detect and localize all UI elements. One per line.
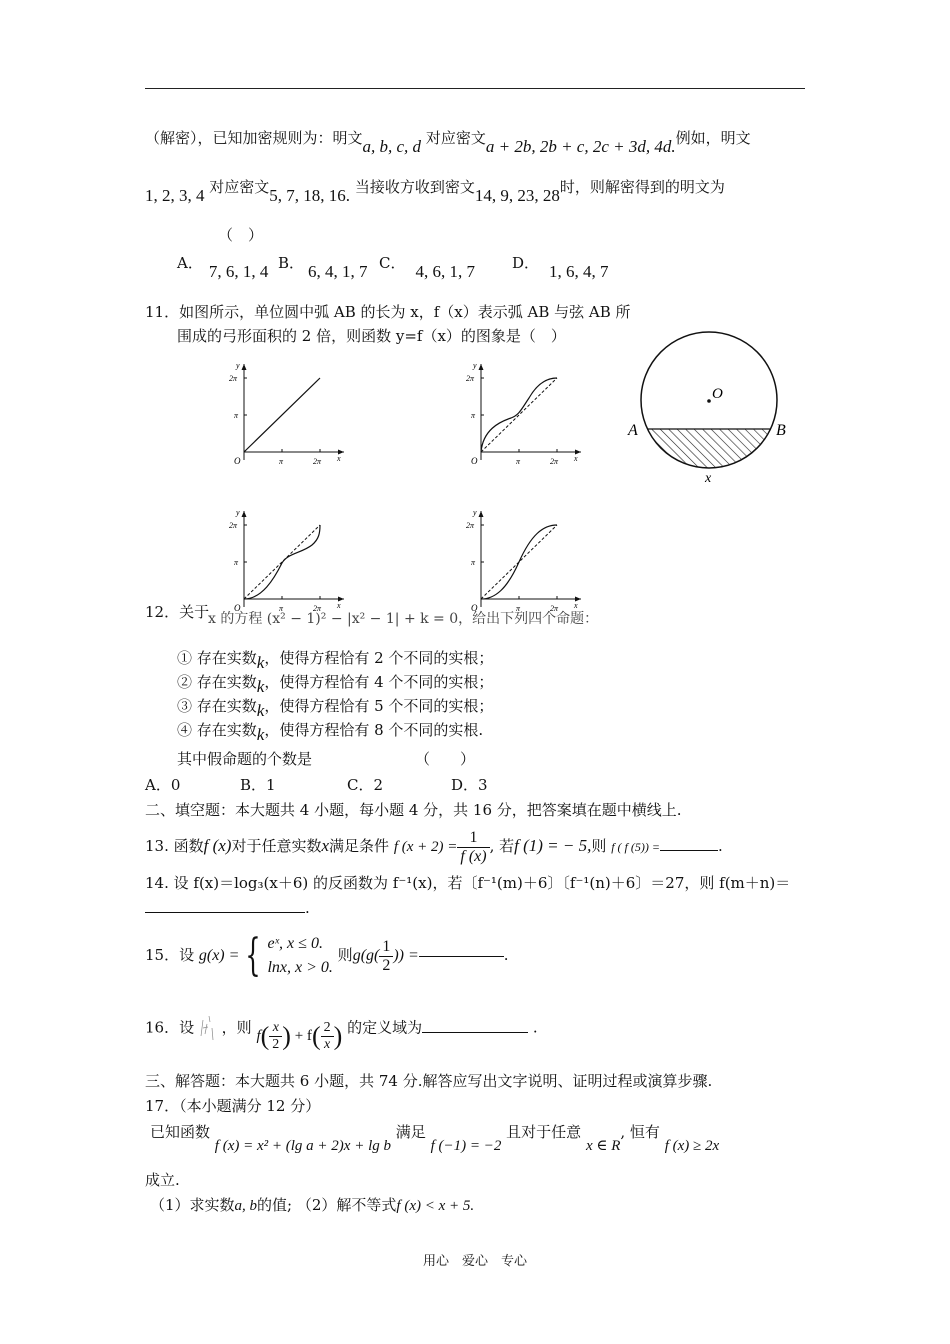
svg-text:2π: 2π	[313, 457, 322, 466]
circle-center-label: O	[712, 386, 723, 402]
q11-graph-b	[459, 360, 589, 470]
svg-text:π: π	[516, 604, 521, 613]
q16-answer-blank[interactable]	[422, 1017, 528, 1033]
svg-text:O: O	[234, 456, 241, 466]
q10-option-a: A． 7, 6, 1, 4	[177, 254, 269, 281]
q10-text-c: 例如，明文	[675, 129, 751, 147]
q13-answer-blank[interactable]	[660, 835, 718, 851]
svg-text:x: x	[574, 454, 578, 463]
q15-piecewise: eˣ, x ≤ 0. lnx, x > 0.	[267, 935, 333, 976]
header-rule	[145, 88, 805, 89]
circle-point-a: A	[628, 422, 638, 439]
q10-example-cipher: 5, 7, 18, 16.	[269, 186, 351, 205]
q10-example-plain: 1, 2, 3, 4	[145, 186, 205, 205]
q11-graph-d	[459, 507, 589, 617]
svg-text:π: π	[471, 411, 476, 420]
q14-line: 14. 设 f(x)＝log₃(x＋6) 的反函数为 f⁻¹(x)，若〔f⁻¹(m)＋6〕〔f⁻¹(n)＋6〕＝27，则 f(m＋n)＝	[145, 874, 791, 892]
svg-text:x: x	[337, 454, 341, 463]
circle-center-dot	[707, 399, 711, 403]
q12-option-b: B．1	[240, 776, 276, 794]
svg-text:2π: 2π	[229, 374, 238, 383]
q10-text-d: 对应密文	[209, 178, 270, 196]
q10-cipher-rule: a + 2b, 2b + c, 2c + 3d, 4d.	[485, 137, 676, 156]
svg-text:O: O	[471, 603, 478, 613]
q10-text-e: 当接收方收到密文	[354, 178, 475, 196]
svg-text:x: x	[574, 601, 578, 610]
svg-text:π: π	[234, 411, 239, 420]
q12-item-2: ② 存在实数k，使得方程恰有 4 个不同的实根；	[177, 673, 494, 696]
section-2-heading: 二、填空题：本大题共 4 小题，每小题 4 分，共 16 分，把答案填在题中横线上.	[145, 801, 682, 819]
q12-ask: 其中假命题的个数是	[177, 750, 313, 768]
q10-text-a: （解密），已知加密规则为：明文	[145, 129, 363, 147]
q15-answer-blank[interactable]	[419, 955, 504, 957]
svg-text:π: π	[471, 558, 476, 567]
svg-text:2π: 2π	[550, 457, 559, 466]
q10-text-b: 对应密文	[425, 129, 486, 147]
svg-text:y: y	[236, 508, 240, 517]
q14-answer-line: .	[145, 897, 310, 918]
q17-line2: 成立.	[145, 1171, 180, 1189]
q10-option-b: B． 6, 4, 1, 7	[278, 254, 368, 281]
q16-line: 16．设 ，则 f( $\frac{x}{2}$ ) + f( $\frac{2}{x}$ ) 的定义域为 .	[145, 1012, 538, 1058]
q12-option-a: A．0	[145, 776, 181, 794]
q17-line1: 已知函数 f (x) = x² + (lg a + 2)x + lg b 满足 f (−1) = −2 且对于任意 x ∈ R, 恒有 f (x) ≥ 2x	[150, 1123, 720, 1154]
svg-text:O: O	[471, 456, 478, 466]
q11-circle-figure	[620, 330, 800, 490]
q12-option-d: D．3	[451, 776, 488, 794]
q10-option-c: C． 4, 6, 1, 7	[379, 254, 475, 281]
svg-text:π: π	[279, 604, 284, 613]
q15-line: 15．设 g(x) = { eˣ, x ≤ 0. lnx, x > 0. 则g(g( $\frac{1}{2}$ )) = .	[145, 930, 509, 981]
q10-option-d: D． 1, 6, 4, 7	[512, 254, 609, 281]
circle-point-b: B	[776, 422, 786, 439]
svg-text:π: π	[516, 457, 521, 466]
svg-text:2π: 2π	[229, 521, 238, 530]
svg-text:y: y	[473, 361, 477, 370]
circle-arc-label: x	[705, 471, 712, 486]
section-3-heading: 三、解答题：本大题共 6 小题，共 74 分.解答应写出文字说明、证明过程或演算步骤.	[145, 1072, 713, 1090]
svg-text:2π: 2π	[466, 521, 475, 530]
svg-text:π: π	[234, 558, 239, 567]
q13-line: 13. 函数f (x)对于任意实数x满足条件 f (x + 2) = $\frac{1}{f (x)}$ , 若f (1) = − 5,则 f ( f (5)) = .	[145, 828, 723, 865]
q17-title: 17．（本小题满分 12 分）	[145, 1097, 321, 1115]
svg-text:y: y	[236, 361, 240, 370]
svg-text:2π: 2π	[466, 374, 475, 383]
svg-text:π: π	[279, 457, 284, 466]
svg-text:O: O	[234, 603, 241, 613]
q12-answer-paren: （ ）	[415, 750, 476, 768]
q11-graph-c	[222, 507, 352, 617]
page-footer: 用心 爱心 专心	[422, 1254, 527, 1269]
q16-expression: f( $\frac{x}{2}$ ) + f( $\frac{2}{x}$ )	[256, 1020, 343, 1052]
q10-plain-vars: a, b, c, d	[362, 137, 422, 156]
q12-item-3: ③ 存在实数k，使得方程恰有 5 个不同的实根；	[177, 697, 494, 720]
q16-faint-definition	[199, 1012, 217, 1042]
q12-line1-b: x 的方程 (x² − 1)² − |x² − 1| + k = 0，给出下列四个命题：	[208, 611, 599, 627]
q12-item-1: ① 存在实数k，使得方程恰有 2 个不同的实根；	[177, 649, 494, 672]
q13-fraction: $\frac{1}{f (x)}$	[457, 829, 489, 866]
q10-received-cipher: 14, 9, 23, 28	[474, 186, 560, 205]
svg-text:2π: 2π	[313, 604, 322, 613]
q10-line2	[145, 177, 725, 205]
q10-line1	[145, 128, 751, 156]
q12-option-c: C．2	[347, 776, 384, 794]
q10-answer-paren: （ ）	[218, 226, 264, 244]
q11-line2: 围成的弓形面积的 2 倍，则函数 y=f（x）的图象是（ ）	[177, 327, 566, 345]
q11-graph-a	[222, 360, 352, 470]
svg-text:y: y	[473, 508, 477, 517]
q12-item-4: ④ 存在实数k，使得方程恰有 8 个不同的实根.	[177, 721, 484, 744]
q11-line1: 11．如图所示，单位圆中弧 AB 的长为 x，f（x）表示弧 AB 与弦 AB 所	[145, 303, 631, 321]
svg-text:x: x	[337, 601, 341, 610]
svg-text:2π: 2π	[550, 604, 559, 613]
q10-text-f: 时，则解密得到的明文为	[559, 178, 725, 196]
q15-fraction: $\frac{1}{2}$	[379, 938, 393, 975]
q12-line1-a: 12．关于	[145, 603, 210, 621]
q14-answer-blank[interactable]	[145, 897, 305, 913]
q17-parts: （1）求实数a, b的值; （2）解不等式f (x) < x + 5.	[150, 1196, 475, 1214]
